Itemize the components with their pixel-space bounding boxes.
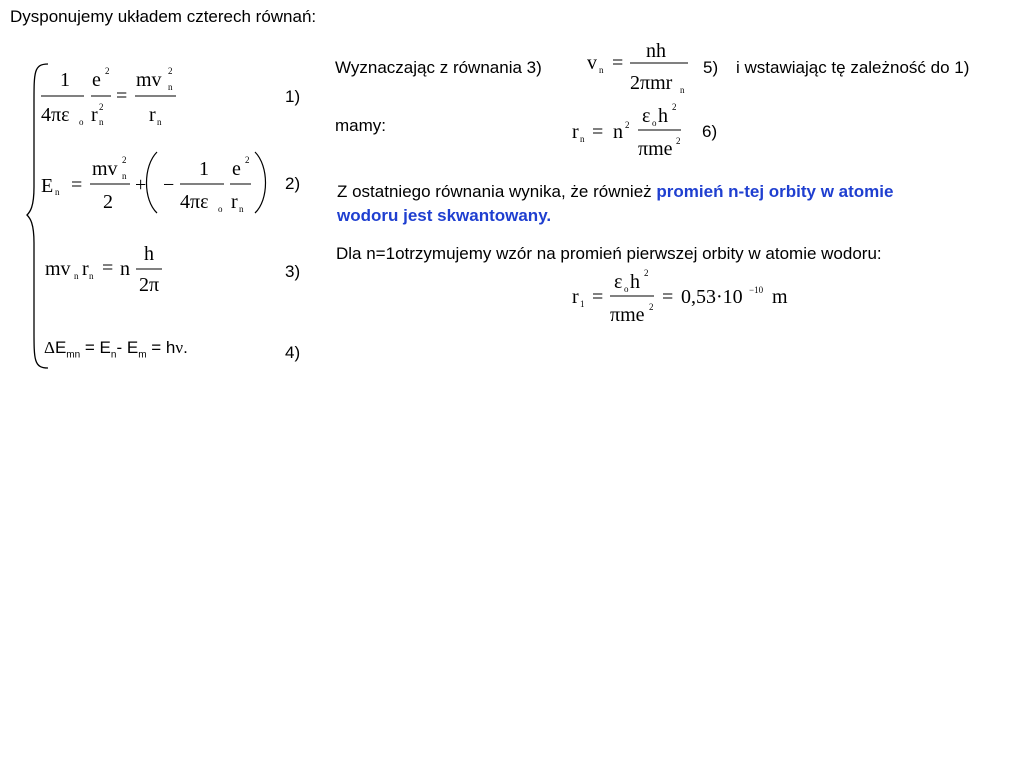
svg-text:o: o (79, 117, 84, 127)
svg-text:2: 2 (122, 155, 127, 165)
svg-text:E: E (41, 175, 54, 197)
svg-text:2πmr: 2πmr (630, 72, 673, 94)
svg-text:1: 1 (60, 69, 70, 91)
svg-text:=: = (662, 286, 674, 308)
svg-text:r: r (572, 286, 579, 308)
svg-text:h: h (658, 105, 668, 127)
intro-text-b: i wstawiając tę zależność do 1) (736, 58, 970, 77)
equation-1 (38, 64, 188, 130)
svg-text:4πε: 4πε (41, 104, 70, 126)
svg-text:=: = (102, 257, 114, 279)
svg-text:n: n (122, 171, 127, 181)
svg-text:mv: mv (45, 258, 71, 280)
svg-text:−: − (163, 174, 175, 196)
svg-text:0,53·10: 0,53·10 (681, 286, 743, 308)
svg-text:=: = (71, 174, 83, 196)
svg-text:n: n (680, 85, 685, 95)
svg-text:h: h (630, 271, 640, 293)
svg-text:n: n (168, 82, 173, 92)
svg-text:πme: πme (610, 304, 645, 326)
svg-text:r: r (572, 121, 579, 143)
equation-3-tag: 3) (285, 262, 301, 281)
svg-text:v: v (587, 52, 597, 74)
svg-text:ε: ε (614, 271, 623, 293)
equation-2 (38, 150, 268, 216)
equation-5 (583, 36, 693, 98)
intro-text-a: Wyznaczając z równania 3) (335, 58, 542, 77)
svg-text:m: m (772, 286, 788, 308)
svg-text:2: 2 (672, 102, 677, 112)
svg-text:1: 1 (580, 299, 585, 309)
svg-text:r: r (91, 104, 98, 126)
svg-text:2: 2 (105, 66, 110, 76)
svg-text:n: n (120, 258, 130, 280)
svg-text:n: n (55, 187, 60, 197)
svg-text:2: 2 (644, 268, 649, 278)
svg-text:n: n (239, 204, 244, 214)
svg-text:−10: −10 (749, 285, 764, 295)
equation-4-tag: 4) (285, 343, 301, 362)
conclusion-highlight-1: promień n-tej orbity w atomie (656, 182, 894, 201)
svg-text:o: o (652, 118, 657, 128)
svg-text:h: h (144, 243, 154, 265)
svg-text:n: n (89, 271, 94, 281)
svg-text:2: 2 (168, 66, 173, 76)
svg-text:n: n (599, 65, 604, 75)
svg-text:πme: πme (638, 138, 673, 160)
slide-heading: Dysponujemy układem czterech równań: (10, 7, 317, 26)
svg-text:2π: 2π (139, 274, 160, 296)
svg-text:=: = (592, 286, 604, 308)
equation-2-tag: 2) (285, 174, 301, 193)
svg-text:n: n (157, 117, 162, 127)
first-orbit-text: Dla n=1otrzymujemy wzór na promień pierwszej orbity w atomie wodoru: (336, 244, 882, 263)
equation-6-tag: 6) (702, 122, 718, 141)
svg-text:+: + (135, 174, 147, 196)
equation-r1 (568, 266, 808, 328)
svg-text:n: n (580, 134, 585, 144)
svg-text:e: e (232, 158, 241, 180)
svg-text:r: r (231, 191, 238, 213)
svg-text:r: r (82, 258, 89, 280)
svg-text:2: 2 (625, 120, 630, 130)
svg-text:mv: mv (92, 158, 118, 180)
svg-text:mv: mv (136, 69, 162, 91)
svg-text:2: 2 (649, 302, 654, 312)
svg-text:n: n (613, 121, 623, 143)
svg-text:4πε: 4πε (180, 191, 209, 213)
svg-text:=: = (116, 85, 128, 107)
equation-4: $\Delta E_{mn} = E_n-$ $E_m = h\nu$. (44, 338, 188, 361)
equation-1-tag: 1) (285, 87, 301, 106)
svg-text:o: o (624, 284, 629, 294)
conclusion-line-1 (337, 182, 893, 202)
svg-text:ε: ε (642, 105, 651, 127)
conclusion-highlight-2: wodoru jest skwantowany. (337, 206, 552, 225)
svg-text:2: 2 (676, 136, 681, 146)
mamy-label: mamy: (335, 116, 386, 135)
conclusion-plain: Z ostatniego równania wynika, że również (337, 182, 657, 201)
svg-text:=: = (612, 52, 624, 74)
svg-text:=: = (592, 121, 604, 143)
svg-text:r: r (149, 104, 156, 126)
svg-text:2: 2 (245, 155, 250, 165)
equation-6 (568, 100, 693, 162)
svg-text:2: 2 (103, 191, 113, 213)
svg-text:o: o (218, 204, 223, 214)
svg-text:1: 1 (199, 158, 209, 180)
equation-3 (38, 238, 188, 298)
svg-text:n: n (74, 271, 79, 281)
svg-text:2: 2 (99, 102, 104, 112)
equation-5-tag: 5) (703, 58, 719, 77)
svg-text:e: e (92, 69, 101, 91)
svg-text:n: n (99, 117, 104, 127)
svg-text:nh: nh (646, 40, 666, 62)
